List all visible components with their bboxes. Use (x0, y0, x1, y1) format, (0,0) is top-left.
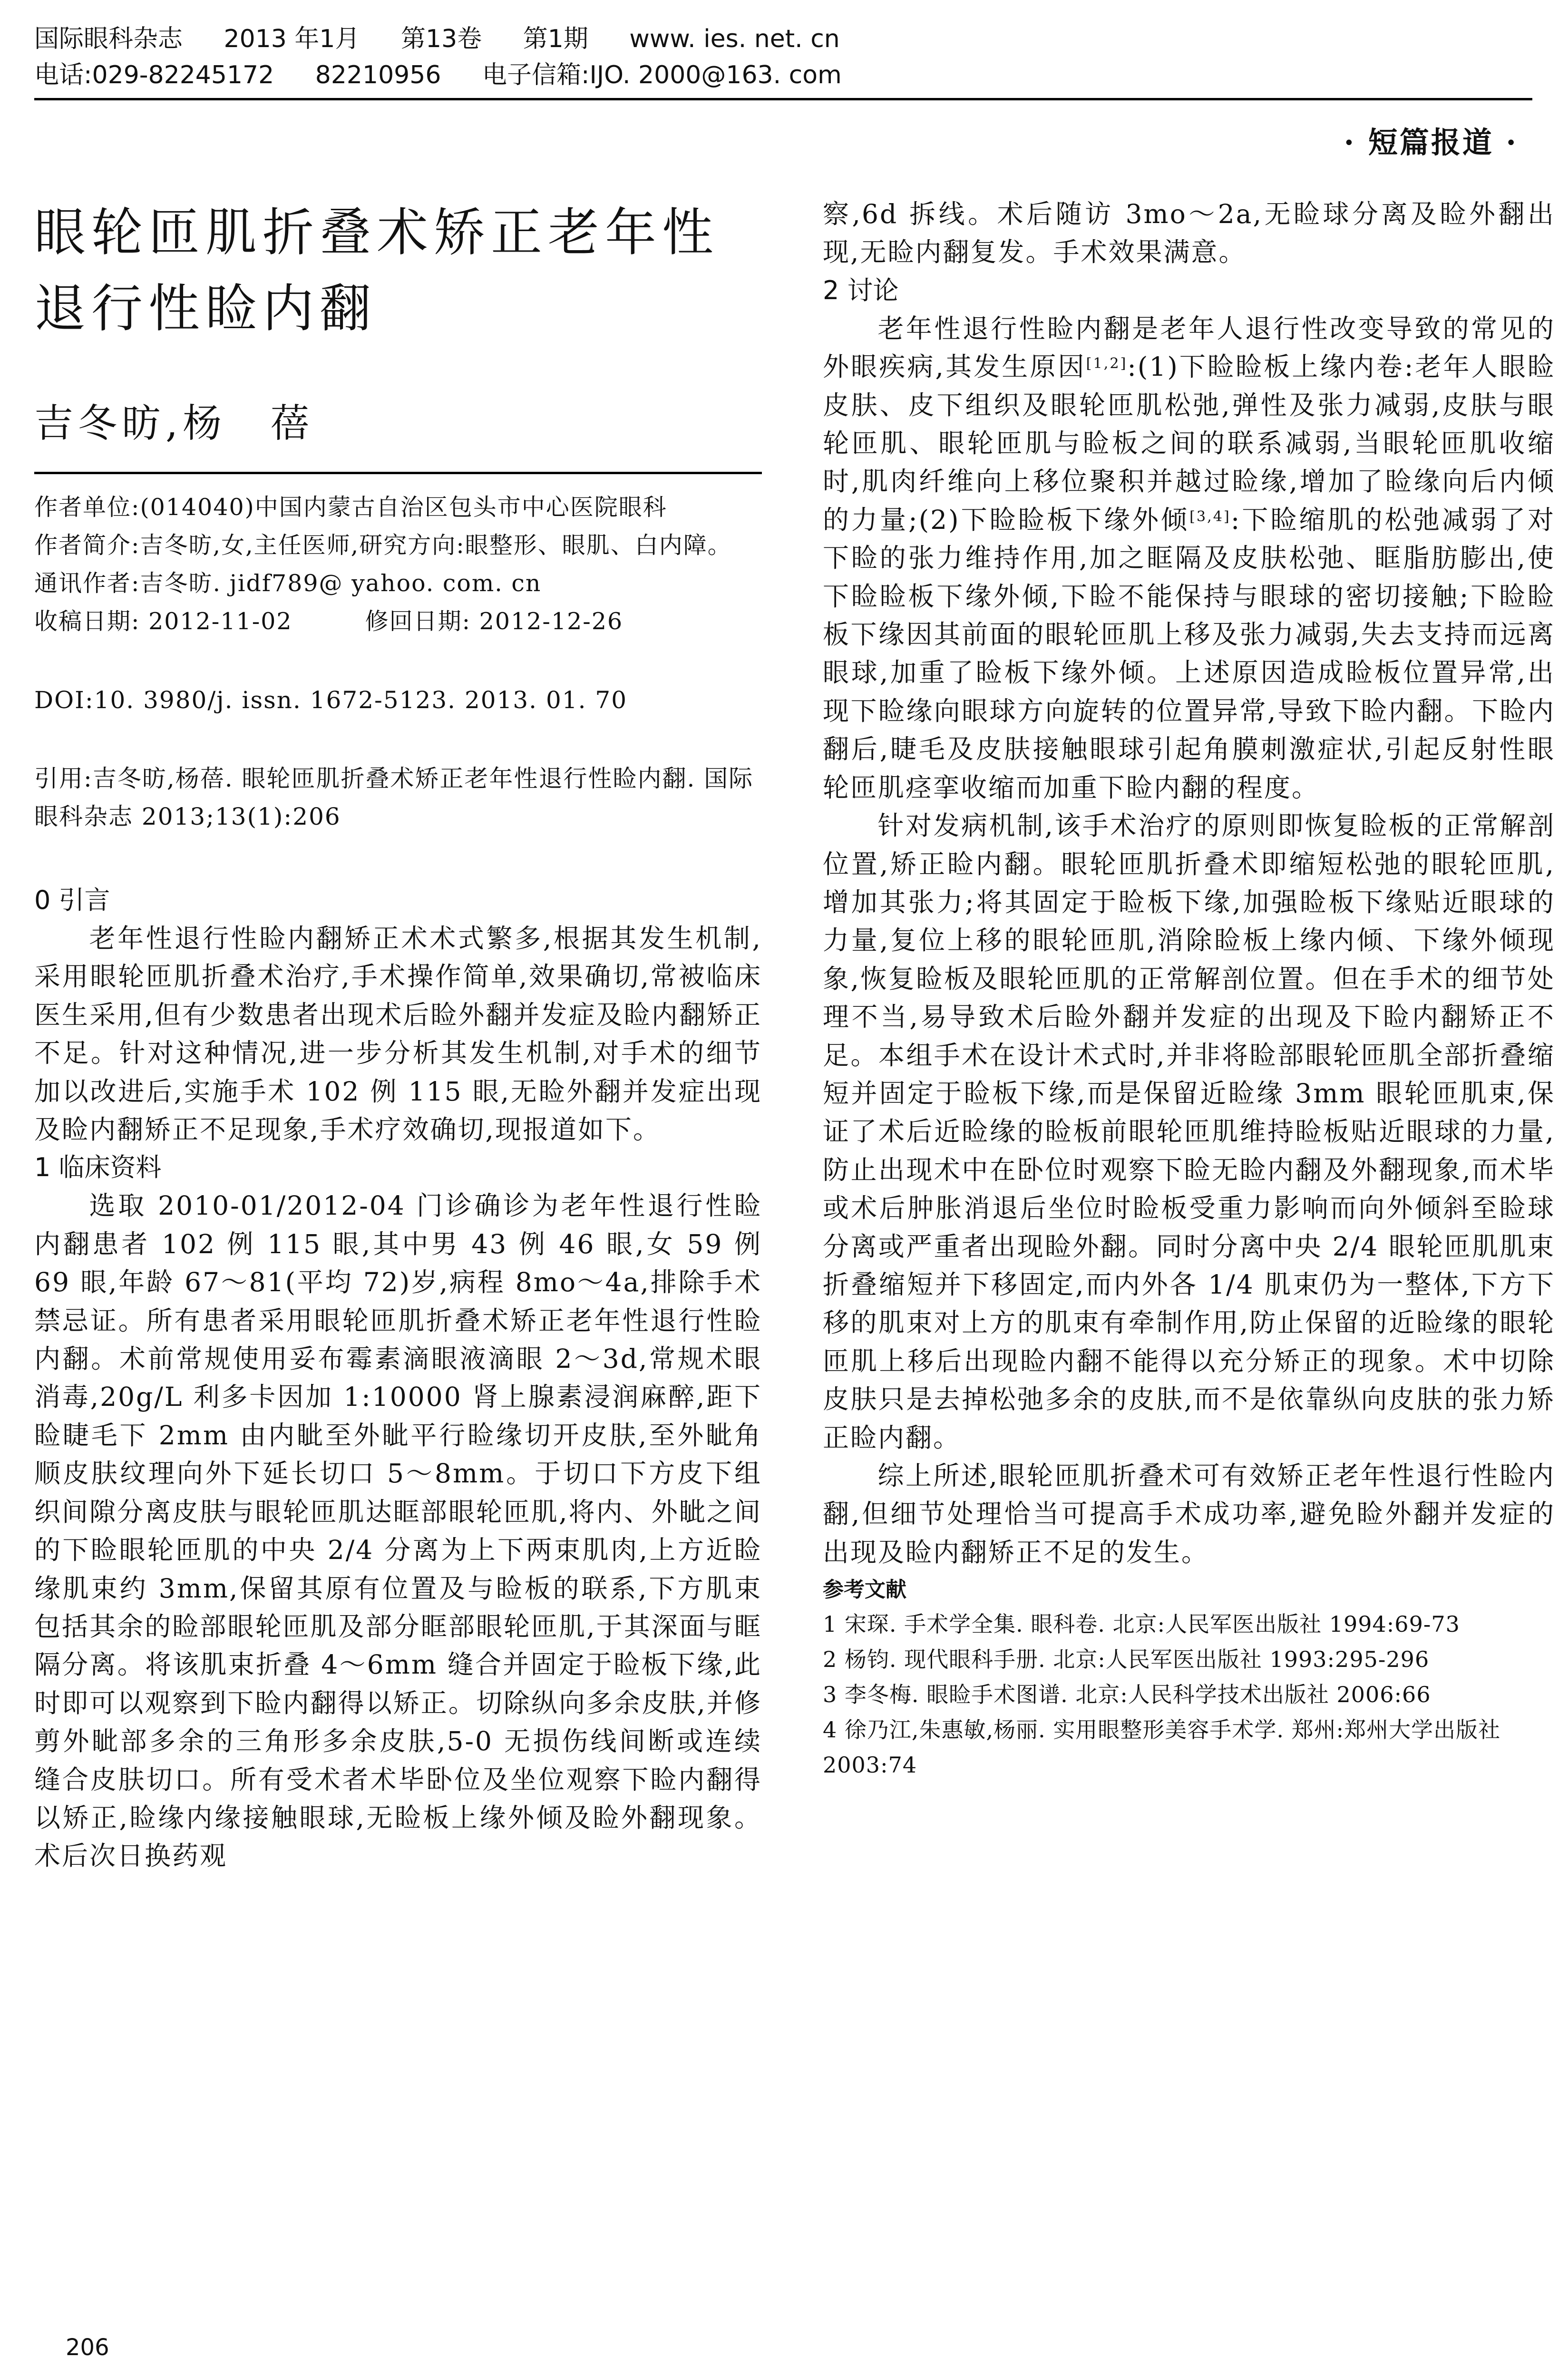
journal-website: www. ies. net. cn (629, 25, 840, 53)
author-bio: 作者简介:吉冬昉,女,主任医师,研究方向:眼整形、眼肌、白内障。 (34, 532, 732, 559)
citation-label: 引用 (34, 765, 84, 792)
citation-ref: [1,2] (1086, 355, 1128, 372)
right-column (823, 195, 1555, 1783)
discussion-heading: 2 讨论 (823, 275, 899, 305)
intro-heading: 0 引言 (34, 885, 110, 915)
journal-header (34, 21, 1532, 93)
volume: 第13卷 (401, 25, 482, 53)
corresponding-author: 通讯作者:吉冬昉. jidf789@ yahoo. com. cn (34, 570, 542, 597)
discussion-text-a: 老年性退行性睑内翻是老年人退行性改变导致的常见的外眼疾病,其发生原因 (823, 313, 1555, 382)
references-heading: 参考文献 (823, 1578, 906, 1602)
header-line-2 (34, 57, 1532, 93)
header-line-1 (34, 21, 1532, 57)
clinical-paragraph-continued: 察,6d 拆线。术后随访 3mo～2a,无睑球分离及睑外翻出现,无睑内翻复发。手术效果满意。 (823, 199, 1555, 268)
issue: 第1期 (523, 25, 588, 53)
doi: DOI:10. 3980/j. issn. 1672-5123. 2013. 01. 70 (34, 686, 628, 714)
discussion-paragraph-3: 综上所述,眼轮匝肌折叠术可有效矫正老年性退行性睑内翻,但细节处理恰当可提高手术成功率,避免睑外翻并发症的出现及睑内翻矫正不足的发生。 (823, 1461, 1555, 1568)
phone: 电话:029-82245172 (34, 61, 274, 89)
reference-item: 3 李冬梅. 眼睑手术图谱. 北京:人民科学技术出版社 2006:66 (823, 1682, 1431, 1708)
discussion-text-b: :(1)下睑睑板上缘内卷:老年人眼睑皮肤、皮下组织及眼轮匝肌松弛,弹性及张力减弱,皮肤与眼轮匝肌、眼轮匝肌与睑板之间的联系减弱,当眼轮匝肌收缩时,肌肉纤维向上移位聚积并越过睑缘,增加了睑缘向后内倾的力量;(2)下睑睑板下缘外倾 (823, 351, 1556, 535)
discussion-text-c: :下睑缩肌的松弛减弱了对下睑的张力维持作用,加之眶隔及皮肤松弛、眶脂肪膨出,使下睑睑板下缘外倾,下睑不能保持与眼球的密切接触;下睑睑板下缘因其前面的眼轮匝肌上移及张力减弱,失去支持而远离眼球,加重了睑板下缘外倾。上述原因造成睑板位置异常,出现下睑缘向眼球方向旋转的位置异常,导致下睑内翻。下睑内翻后,睫毛及皮肤接触眼球引起角膜刺激症状,引起反射性眼轮匝肌痉挛收缩而加重下睑内翻的程度。 (823, 504, 1555, 803)
email: 电子信箱:IJO. 2000@163. com (482, 61, 842, 89)
article-title: 眼轮匝肌折叠术矫正老年性退行性睑内翻 (34, 203, 720, 339)
citation (34, 760, 762, 836)
citation-text: :吉冬昉,杨蓓. 眼轮匝肌折叠术矫正老年性退行性睑内翻. 国际眼科杂志 2013;13(1):206 (34, 765, 754, 830)
article-authors: 吉冬昉,杨 蓓 (34, 401, 314, 446)
author-divider (34, 472, 762, 474)
discussion-paragraph-2: 针对发病机制,该手术治疗的原则即恢复睑板的正常解剖位置,矫正睑内翻。眼轮匝肌折叠术即缩短松弛的眼轮匝肌,增加其张力;将其固定于睑板下缘,加强睑板下缘贴近眼球的力量,复位上移的眼轮匝肌,消除睑板上缘内倾、下缘外倾现象,恢复睑板及眼轮匝肌的正常解剖位置。但在手术的细节处理不当,易导致术后睑外翻并发症的出现及下睑内翻矫正不足。本组手术在设计术式时,并非将睑部眼轮匝肌全部折叠缩短并固定于睑板下缘,而是保留近睑缘 3mm 眼轮匝肌束,保证了术后近睑缘的睑板前眼轮匝肌维持睑板贴近眼球的力量,防止出现术中在卧位时观察下睑无睑内翻及外翻现象,而术毕或术后肿胀消退后坐位时睑板受重力影响而向外倾斜至睑球分离或严重者出现睑外翻。同时分离中央 2/4 眼轮匝肌肌束折叠缩短并下移固定,而内外各 1/4 肌束仍为一整体,下方下移的肌束对上方的肌束有牵制作用,防止保留的近睑缘的眼轮匝肌上移后出现睑内翻不能得以充分矫正的现象。术中切除皮肤只是去掉松弛多余的皮肤,而不是依靠纵向皮肤的张力矫正睑内翻。 (823, 810, 1556, 1453)
issue-date: 2013 年1月 (224, 25, 360, 53)
author-meta (34, 488, 762, 641)
references-list (823, 1607, 1555, 1783)
received-dates: 收稿日期: 2012-11-02 修回日期: 2012-12-26 (34, 608, 623, 635)
reference-item: 4 徐乃江,朱惠敏,杨丽. 实用眼整形美容手术学. 郑州:郑州大学出版社 2003:74 (823, 1717, 1501, 1778)
citation-ref: [3,4] (1189, 508, 1231, 525)
clinical-heading: 1 临床资料 (34, 1152, 162, 1183)
clinical-paragraph: 选取 2010-01/2012-04 门诊确诊为老年性退行性睑内翻患者 102 例 115 眼,其中男 43 例 46 眼,女 59 例 69 眼,年龄 67～81(平均 72)岁,病程 8mo～4a,排除手术禁忌证。所有患者采用眼轮匝肌折叠术矫正老年性退行性睑内翻。术前常规使用妥布霉素滴眼液滴眼 2～3d,常规术眼消毒,20g/L 利多卡因加 1:10000 肾上腺素浸润麻醉,距下睑睫毛下 2mm 由内眦至外眦平行睑缘切开皮肤,至外眦角顺皮肤纹理向外下延长切口 5～8mm。于切口下方皮下组织间隙分离皮肤与眼轮匝肌达眶部眼轮匝肌,将内、外眦之间的下睑眼轮匝肌的中央 2/4 分离为上下两束肌肉,上方近睑缘肌束约 3mm,保留其原有位置及与睑板的联系,下方肌束包括其余的睑部眼轮匝肌及部分眶部眼轮匝肌,于其深面与眶隔分离。将该肌束折叠 4～6mm 缝合并固定于睑板下缘,此时即可以观察到下睑内翻得以矫正。切除纵向多余皮肤,并修剪外眦部多余的三角形多余皮肤,5-0 无损伤线间断或连续缝合皮肤切口。所有受术者术毕卧位及坐位观察下睑内翻得以矫正,睑缘内缘接触眼球,无睑板上缘外倾及睑外翻现象。术后次日换药观 (34, 1190, 762, 1871)
left-column (34, 195, 762, 1875)
journal-name: 国际眼科杂志 (34, 25, 183, 53)
discussion-paragraph-1 (823, 310, 1555, 807)
reference-item: 1 宋琛. 手术学全集. 眼科卷. 北京:人民军医出版社 1994:69-73 (823, 1611, 1460, 1637)
intro-paragraph: 老年性退行性睑内翻矫正术术式繁多,根据其发生机制,采用眼轮匝肌折叠术治疗,手术操作简单,效果确切,常被临床医生采用,但有少数患者出现术后睑外翻并发症及睑内翻矫正不足。针对这种情况,进一步分析其发生机制,对手术的细节加以改进后,实施手术 102 例 115 眼,无睑外翻并发症出现及睑内翻矫正不足现象,手术疗效确切,现报道如下。 (34, 923, 762, 1145)
header-divider (34, 98, 1532, 100)
page-number: 206 (66, 2334, 109, 2361)
reference-item: 2 杨钧. 现代眼科手册. 北京:人民军医出版社 1993:295-296 (823, 1646, 1430, 1673)
section-tag: · 短篇报道 · (1344, 125, 1518, 160)
affiliation: 作者单位:(014040)中国内蒙古自治区包头市中心医院眼科 (34, 494, 667, 521)
phone-2: 82210956 (315, 61, 441, 89)
